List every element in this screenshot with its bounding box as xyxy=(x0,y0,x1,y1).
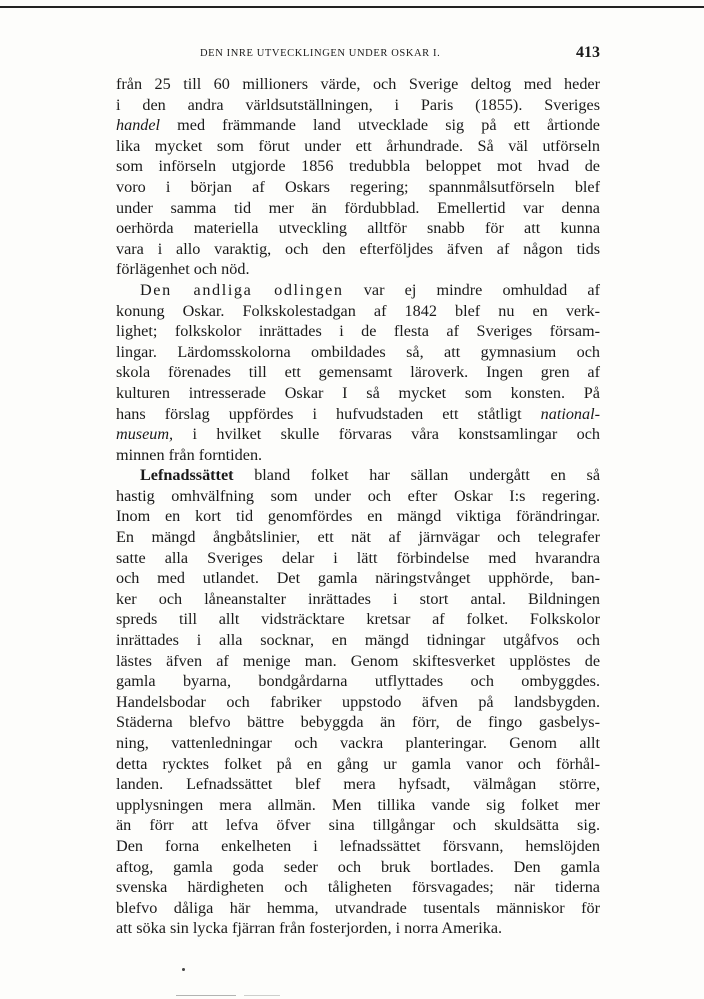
line-text: Städerna blefvo bättre bebyggda än förr, de fingo gasbelys- xyxy=(116,713,600,732)
page-number: 413 xyxy=(576,44,600,61)
text-line xyxy=(116,774,600,795)
line-text: detta rycktes folket på en gång ur gamla vanor och förhål- xyxy=(116,754,600,773)
text-line xyxy=(116,280,600,301)
line-text: i den andra världsutställningen, i Paris (1855). Sveriges xyxy=(116,95,600,114)
text-line xyxy=(116,465,600,486)
running-title: DEN INRE UTVECKLINGEN UNDER OSKAR I. xyxy=(200,48,441,59)
spaced-word: Den xyxy=(140,280,194,299)
italic-term: national- xyxy=(540,404,600,423)
bottom-smudge xyxy=(244,995,280,996)
text-line xyxy=(116,815,600,836)
text-line xyxy=(116,589,600,610)
text-line xyxy=(116,362,600,383)
line-text: Inom en kort tid genomfördes en mängd viktiga förändringar. xyxy=(116,507,600,526)
line-text: En mängd ångbåtslinier, ett nät af järnvägar och telegrafer xyxy=(116,528,600,547)
text-line xyxy=(116,156,600,177)
text-line xyxy=(116,424,600,445)
line-text: ning, vattenledningar och vackra planteringar. Genom allt xyxy=(116,734,600,752)
text-line xyxy=(116,95,600,116)
text-line xyxy=(116,239,600,260)
text-line xyxy=(116,218,600,239)
text-line xyxy=(116,857,600,878)
line-text: med främmande land utvecklade sig på ett årtionde xyxy=(160,116,600,135)
text-line xyxy=(116,568,600,589)
print-speck xyxy=(182,968,185,971)
text-line xyxy=(116,342,600,363)
top-rule xyxy=(0,6,704,8)
text-line xyxy=(116,177,600,198)
text-line xyxy=(116,445,600,466)
text-line xyxy=(116,486,600,507)
line-text: ker och låneanstalter inrättades i stort antal. Bildningen xyxy=(116,589,600,608)
text-line xyxy=(116,836,600,857)
line-text: lingar. Lärdomsskolorna ombildades så, att gymnasium och xyxy=(116,342,600,361)
page-header xyxy=(116,44,600,64)
text-line xyxy=(116,506,600,527)
text-line xyxy=(116,548,600,569)
line-text: voro i början af Oskars regering; spannmålsutförseln blef xyxy=(116,177,600,196)
text-line xyxy=(116,692,600,713)
line-text: förlägenhet och nöd. xyxy=(116,260,250,279)
line-text: att söka sin lycka fjärran från fosterjorden, i norra Amerika. xyxy=(116,919,503,938)
line-text: aftog, gamla goda seder och bruk bortlades. Den gamla xyxy=(116,857,600,876)
text-line xyxy=(116,918,600,939)
text-line xyxy=(116,795,600,816)
line-text: vara i allo varaktig, och den efterföljdes äfven af någon tids xyxy=(116,239,600,258)
body-text xyxy=(116,74,600,939)
line-text: skola förenades till ett gemensamt läroverk. Ingen gren af xyxy=(116,363,600,382)
spaced-term: andliga odlingen xyxy=(193,280,344,299)
text-line xyxy=(116,383,600,404)
text-line xyxy=(116,609,600,630)
text-line xyxy=(116,754,600,775)
text-line xyxy=(116,651,600,672)
line-text: oerhörda materiella utveckling alltför snabb för att kunna xyxy=(116,219,600,238)
line-text: gamla byarna, bondgårdarna utflyttades och ombyggdes. xyxy=(116,672,600,691)
line-text: hastig omhvälfning som under och efter Oskar I:s regering. xyxy=(116,486,600,505)
line-text: kulturen intresserade Oskar I så mycket som konsten. På xyxy=(116,383,600,402)
line-text: som införseln utgjorde 1856 tredubbla beloppet mot hvad de xyxy=(116,157,600,176)
line-text: hans förslag uppfördes i hufvudstaden ett ståtligt xyxy=(116,404,541,423)
text-line xyxy=(116,733,600,754)
line-text: blefvo dåliga här hemma, utvandrade tusentals människor för xyxy=(116,898,600,917)
line-text: än förr att lefva öfver sina tillgångar och skuldsätta sig. xyxy=(116,816,600,835)
line-text: upplysningen mera allmän. Men tillika vande sig folket mer xyxy=(116,795,600,814)
line-text: konung Oskar. Folkskolestadgan af 1842 blef nu en verk- xyxy=(116,301,600,320)
text-line xyxy=(116,115,600,136)
bold-heading-term: Lefnadssättet xyxy=(140,466,234,485)
line-text: landen. Lefnadssättet blef mera hyfsadt, välmågan större, xyxy=(116,775,600,794)
text-line xyxy=(116,301,600,322)
line-text: var ej mindre omhuldad af xyxy=(343,280,600,299)
italic-term: handel xyxy=(116,116,161,135)
line-text: spreds till allt vidsträcktare kretsar af folket. Folkskolor xyxy=(116,610,600,629)
text-line xyxy=(116,671,600,692)
line-text: bland folket har sällan undergått en så xyxy=(233,466,600,485)
text-line xyxy=(116,74,600,95)
text-line xyxy=(116,321,600,342)
line-text: lighet; folkskolor inrättades i de flesta af Sveriges försam- xyxy=(116,322,600,341)
line-text: svenska härdigheten och tåligheten försvagades; när tiderna xyxy=(116,878,600,897)
line-text: i hvilket skulle förvaras våra konstsamlingar och xyxy=(173,425,600,444)
line-text: satte alla Sveriges delar i lätt förbindelse med hvarandra xyxy=(116,548,600,567)
line-text: inrättades i alla socknar, en mängd tidningar utgåfvos och xyxy=(116,631,600,650)
line-text: minnen från forntiden. xyxy=(116,445,263,464)
line-text: lika mycket som förut under ett århundrade. Så väl utförseln xyxy=(116,136,600,155)
text-line xyxy=(116,712,600,733)
italic-term: museum, xyxy=(116,425,174,444)
text-line xyxy=(116,404,600,425)
text-line xyxy=(116,630,600,651)
line-text: från 25 till 60 millioners värde, och Sverige deltog med heder xyxy=(116,75,600,93)
line-text: och med utlandet. Det gamla näringstvånget upphörde, ban- xyxy=(116,569,600,588)
text-line xyxy=(116,136,600,157)
text-line xyxy=(116,259,600,280)
line-text: Handelsbodar och fabriker uppstodo äfven på landsbygden. xyxy=(116,692,600,711)
text-line xyxy=(116,898,600,919)
text-line xyxy=(116,527,600,548)
bottom-smudge xyxy=(176,995,236,996)
text-line xyxy=(116,877,600,898)
line-text: under samma tid mer än fördubblad. Emellertid var denna xyxy=(116,198,600,217)
line-text: Den forna enkelheten i lefnadssättet försvann, hemslöjden xyxy=(116,836,600,855)
text-line xyxy=(116,198,600,219)
line-text: lästes äfven af menige man. Genom skiftesverket upplöstes de xyxy=(116,651,600,670)
